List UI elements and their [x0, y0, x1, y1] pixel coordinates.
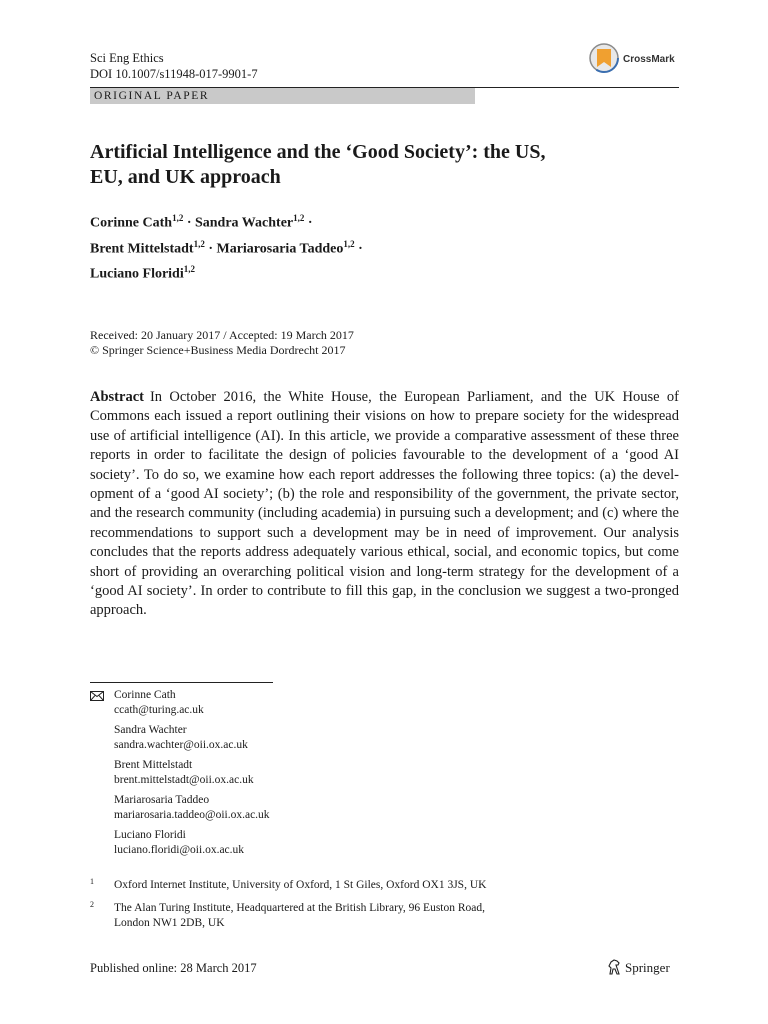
copyright-notice: © Springer Science+Business Media Dordrecht 2017	[90, 343, 346, 357]
contact-email[interactable]: ccath@turing.ac.uk	[114, 703, 204, 716]
envelope-icon	[90, 691, 104, 701]
contact-name: Brent Mittelstadt	[114, 759, 193, 771]
affiliation-number: 1	[90, 877, 94, 886]
paper-type: ORIGINAL PAPER	[90, 88, 475, 104]
publication-dates	[90, 328, 354, 358]
abstract	[90, 388, 679, 621]
contact-entry	[90, 688, 590, 717]
publisher-name: Springer	[625, 960, 670, 975]
affiliation-entry	[90, 901, 590, 931]
contact-entry	[90, 723, 590, 752]
journal-header	[90, 50, 258, 82]
abstract-text: In October 2016, the White House, the European Parliament, and the UK House of Commons each issued a report outlining their visions on how to prepare society for the widespread use of artificial intelligence (AI). In this article, we provide a comparative assessment of these three reports in order to facilitate the design of policies favourable to the development of a ‘good AI society’. To do so, we examine how each report addresses the following three topics: (a) the development of a ‘good AI society’; (b) the role and responsibility of the government, the private sector, and the research community (including academia) in pursuing such a development; and (c) where the recommendations to support such a development may be in need of improvement. Our analysis concludes that the reports address adequately various ethical, social, and economic topics, but come short of providing an overarching political vision and long-term strategy for the development of a ‘good AI society’. In order to contribute to fill this gap, in the conclusion we suggest a two-pronged approach.	[90, 389, 679, 619]
contact-name: Sandra Wachter	[114, 724, 187, 736]
author-name: Sandra Wachter	[194, 215, 294, 231]
contact-name: Luciano Floridi	[114, 829, 186, 841]
crossmark-icon	[588, 42, 620, 74]
paper-title	[90, 140, 690, 190]
contact-name: Corinne Cath	[114, 689, 176, 701]
journal-name: Sci Eng Ethics	[90, 51, 164, 65]
affiliation-entry	[90, 878, 590, 893]
contact-email[interactable]: mariarosaria.taddeo@oii.ox.ac.uk	[114, 808, 270, 821]
author-contacts	[90, 688, 590, 863]
affiliation-line: Oxford Internet Institute, University of Oxford, 1 St Giles, Oxford OX1 3JS, UK	[114, 879, 487, 891]
published-online: Published online: 28 March 2017	[90, 961, 257, 975]
author-list: Corinne Cath$^{1,2}$ · Sandra Wachter$^{1,2}$ · Brent Mittelstadt$^{1,2}$ · Mariarosaria Taddeo$^{1,2}$ · Luciano Floridi$^{1,2}$	[90, 213, 363, 282]
contact-entry	[90, 793, 590, 822]
author-name: Mariarosaria Taddeo	[216, 241, 344, 257]
footnote-rule	[90, 682, 273, 683]
contact-entry	[90, 828, 590, 857]
author-name: Luciano Floridi	[90, 266, 184, 282]
affiliation-line: The Alan Turing Institute, Headquartered at the British Library, 96 Euston Road,	[114, 902, 486, 914]
contact-name: Mariarosaria Taddeo	[114, 794, 210, 806]
publisher-logo	[607, 957, 687, 979]
crossmark-badge[interactable]	[588, 42, 688, 76]
affiliations	[90, 878, 590, 939]
author-affiliation-mark: 1,2	[172, 213, 184, 223]
affiliation-line: London NW1 2DB, UK	[114, 917, 225, 929]
author-affiliation-mark: 1,2	[293, 213, 305, 223]
affiliation-number: 2	[90, 900, 94, 909]
author-affiliation-mark: 1,2	[343, 238, 355, 249]
journal-doi[interactable]: DOI 10.1007/s11948-017-9901-7	[90, 67, 258, 81]
author-name: Brent Mittelstadt	[90, 241, 194, 257]
title-line-2: EU, and UK approach	[90, 166, 281, 188]
contact-email[interactable]: brent.mittelstadt@oii.ox.ac.uk	[114, 773, 254, 786]
contact-email[interactable]: luciano.floridi@oii.ox.ac.uk	[114, 843, 245, 856]
contact-entry	[90, 758, 590, 787]
abstract-label: Abstract	[90, 389, 144, 405]
author-affiliation-mark: 1,2	[193, 238, 205, 249]
author-affiliation-mark: 1,2	[183, 264, 195, 275]
title-line-1: Artificial Intelligence and the ‘Good Society’: the US,	[90, 141, 546, 163]
crossmark-label: CrossMark	[623, 54, 675, 65]
contact-email[interactable]: sandra.wachter@oii.ox.ac.uk	[114, 738, 248, 751]
springer-horse-icon	[607, 959, 622, 975]
received-accepted-dates: Received: 20 January 2017 / Accepted: 19 March 2017	[90, 328, 354, 342]
author-name: Corinne Cath	[90, 215, 173, 231]
